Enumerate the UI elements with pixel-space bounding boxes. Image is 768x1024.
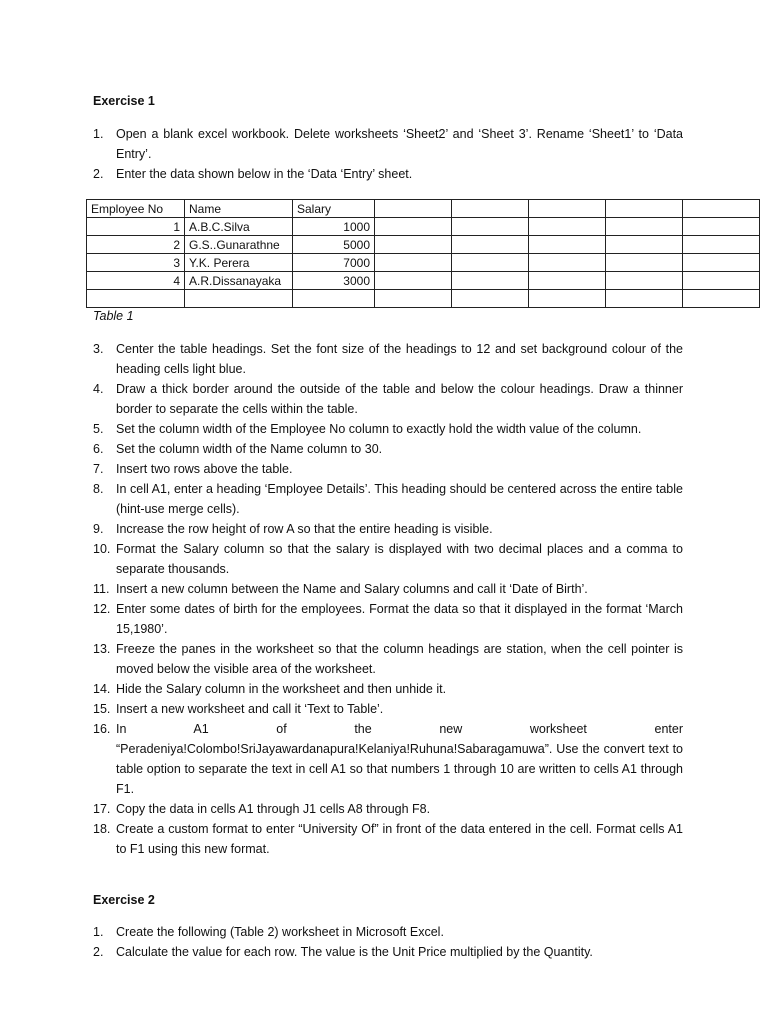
list-item	[93, 922, 683, 942]
exercise-1-heading: Exercise 1	[93, 94, 155, 108]
cell-salary: 3000	[293, 272, 375, 290]
list-item	[93, 479, 683, 519]
list-item	[93, 519, 683, 539]
empty-cell	[529, 200, 606, 218]
cell-salary: 5000	[293, 236, 375, 254]
empty-cell	[452, 290, 529, 308]
empty-cell	[529, 290, 606, 308]
item-number: 6.	[93, 442, 104, 456]
list-item	[93, 379, 683, 419]
table-row	[87, 236, 760, 254]
employee-table	[86, 199, 760, 308]
exercise-2-heading: Exercise 2	[93, 893, 155, 907]
list-item	[93, 819, 683, 859]
item-text: Freeze the panes in the worksheet so that the column headings are station, when the cell pointer is moved below the visible area of the worksheet.	[116, 642, 683, 676]
item-text: Insert two rows above the table.	[116, 462, 293, 476]
empty-cell	[452, 254, 529, 272]
empty-cell	[529, 236, 606, 254]
item-text: In cell A1, enter a heading ‘Employee Details’. This heading should be centered across the entire table (hint-use merge cells).	[116, 482, 683, 516]
item-text: Insert a new worksheet and call it ‘Text to Table’.	[116, 702, 384, 716]
item-number: 8.	[93, 482, 104, 496]
item-number: 14.	[93, 682, 111, 696]
empty-cell	[606, 218, 683, 236]
list-item	[93, 419, 683, 439]
empty-cell	[375, 236, 452, 254]
table-caption: Table 1	[93, 309, 134, 323]
empty-cell	[606, 290, 683, 308]
list-item	[93, 539, 683, 579]
cell-salary: 1000	[293, 218, 375, 236]
item-number: 18.	[93, 822, 111, 836]
item-text: Enter the data shown below in the ‘Data ‘Entry’ sheet.	[116, 167, 413, 181]
item-text: Create the following (Table 2) worksheet in Microsoft Excel.	[116, 925, 444, 939]
list-item	[93, 164, 683, 184]
list-item	[93, 799, 683, 819]
list-item	[93, 719, 683, 799]
item-text: Set the column width of the Name column to 30.	[116, 442, 383, 456]
item-text: Format the Salary column so that the salary is displayed with two decimal places and a comma to separate thousands.	[116, 542, 683, 576]
empty-cell	[375, 200, 452, 218]
table-row	[87, 254, 760, 272]
list-item	[93, 699, 683, 719]
empty-cell	[452, 218, 529, 236]
empty-cell	[87, 290, 185, 308]
empty-cell	[683, 272, 760, 290]
item-number: 2.	[93, 945, 104, 959]
cell-name: A.B.C.Silva	[185, 218, 293, 236]
header-cell-salary: Salary	[293, 200, 375, 218]
item-number: 9.	[93, 522, 104, 536]
empty-cell	[606, 200, 683, 218]
list-item	[93, 579, 683, 599]
empty-cell	[293, 290, 375, 308]
item-text: Enter some dates of birth for the employees. Format the data so that it displayed in the format ‘March 15,1980’.	[116, 602, 683, 636]
item-number: 4.	[93, 382, 104, 396]
cell-salary: 7000	[293, 254, 375, 272]
empty-cell	[606, 236, 683, 254]
empty-cell	[375, 254, 452, 272]
item-text: Calculate the value for each row. The value is the Unit Price multiplied by the Quantity.	[116, 945, 593, 959]
item-text: Increase the row height of row A so that the entire heading is visible.	[116, 522, 493, 536]
cell-employee-no: 1	[87, 218, 185, 236]
table-row-empty	[87, 290, 760, 308]
item-text: Open a blank excel workbook. Delete worksheets ‘Sheet2’ and ‘Sheet 3’. Rename ‘Sheet1’ to ‘Data Entry’.	[116, 127, 683, 161]
empty-cell	[529, 272, 606, 290]
list-item	[93, 679, 683, 699]
item-text: Hide the Salary column in the worksheet and then unhide it.	[116, 682, 447, 696]
empty-cell	[452, 272, 529, 290]
item-text: Create a custom format to enter “University Of” in front of the data entered in the cell. Format cells A1 to F1 using this new format.	[116, 822, 683, 856]
item-number: 16.	[93, 722, 111, 736]
empty-cell	[683, 236, 760, 254]
list-item	[93, 124, 683, 164]
empty-cell	[683, 218, 760, 236]
empty-cell	[683, 290, 760, 308]
empty-cell	[375, 218, 452, 236]
cell-name: G.S..Gunarathne	[185, 236, 293, 254]
cell-name: Y.K. Perera	[185, 254, 293, 272]
item-text: Insert a new column between the Name and Salary columns and call it ‘Date of Birth’.	[116, 582, 588, 596]
empty-cell	[375, 290, 452, 308]
item-number: 10.	[93, 542, 111, 556]
item-number: 15.	[93, 702, 111, 716]
item-number: 1.	[93, 925, 104, 939]
item-number: 3.	[93, 342, 104, 356]
item-number: 5.	[93, 422, 104, 436]
empty-cell	[452, 200, 529, 218]
list-item	[93, 339, 683, 379]
item-number: 7.	[93, 462, 104, 476]
item-number: 1.	[93, 127, 104, 141]
item-text: Draw a thick border around the outside of the table and below the colour headings. Draw a thinner border to separate the cells within the table.	[116, 382, 683, 416]
empty-cell	[452, 236, 529, 254]
list-item	[93, 439, 683, 459]
exercise-1-steps-part-b	[93, 339, 683, 859]
item-number: 2.	[93, 167, 104, 181]
empty-cell	[606, 254, 683, 272]
header-cell-name: Name	[185, 200, 293, 218]
empty-cell	[529, 218, 606, 236]
list-item	[93, 942, 683, 962]
item-number: 11.	[93, 582, 110, 596]
table-row	[87, 218, 760, 236]
cell-employee-no: 2	[87, 236, 185, 254]
item-text: Copy the data in cells A1 through J1 cells A8 through F8.	[116, 802, 431, 816]
empty-cell	[606, 272, 683, 290]
list-item	[93, 459, 683, 479]
list-item	[93, 639, 683, 679]
empty-cell	[683, 254, 760, 272]
list-item	[93, 599, 683, 639]
cell-name: A.R.Dissanayaka	[185, 272, 293, 290]
item-number: 12.	[93, 602, 111, 616]
empty-cell	[529, 254, 606, 272]
table-row	[87, 272, 760, 290]
exercise-2-steps	[93, 922, 683, 962]
item-number: 13.	[93, 642, 111, 656]
empty-cell	[683, 200, 760, 218]
empty-cell	[185, 290, 293, 308]
empty-cell	[375, 272, 452, 290]
table-header-row	[87, 200, 760, 218]
exercise-1-steps-part-a	[93, 124, 683, 184]
item-text: Set the column width of the Employee No column to exactly hold the width value of the column.	[116, 422, 642, 436]
header-cell-employee-no: Employee No	[87, 200, 185, 218]
item-number: 17.	[93, 802, 111, 816]
item-text: In A1 of the new worksheet enter “Peradeniya!Colombo!SriJayawardanapura!Kelaniya!Ruhuna!Sabaragamuwa”. Use the convert text to table option to separate the text in cell A1 so that numbers 1 through 10 are written to cells A1 through F1.	[116, 722, 683, 796]
item-text: Center the table headings. Set the font size of the headings to 12 and set background colour of the heading cells light blue.	[116, 342, 683, 376]
cell-employee-no: 3	[87, 254, 185, 272]
cell-employee-no: 4	[87, 272, 185, 290]
